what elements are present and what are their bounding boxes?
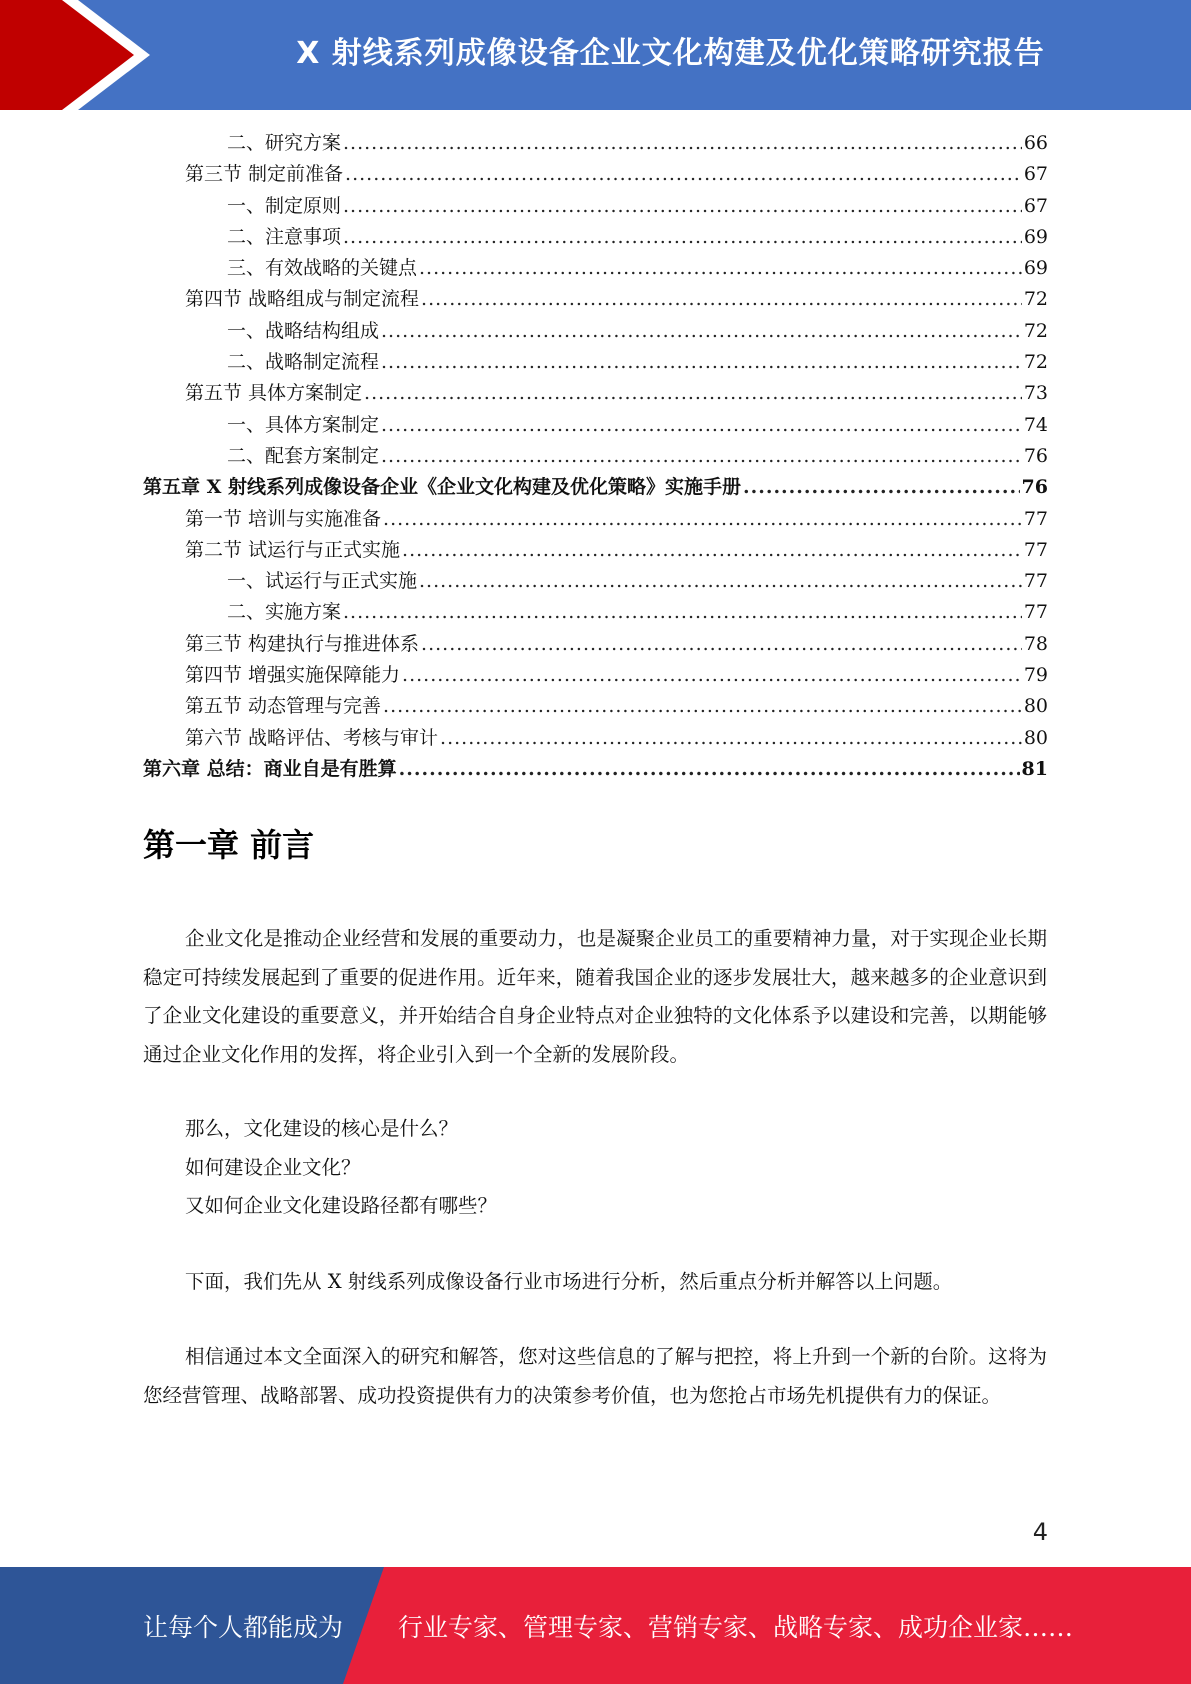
- toc-entry-title: 第六节 战略评估、考核与审计: [185, 726, 439, 749]
- toc-page-number: 69: [1023, 225, 1048, 248]
- page-number: 4: [1032, 1518, 1048, 1546]
- toc-dot-leader: [343, 191, 1022, 222]
- toc-entry[interactable]: [143, 723, 1048, 754]
- toc-entry[interactable]: [143, 597, 1048, 628]
- toc-dot-leader: [381, 441, 1022, 472]
- toc-dot-leader: [419, 253, 1022, 284]
- footer-slogan-right: 行业专家、管理专家、营销专家、战略专家、成功企业家……: [398, 1612, 1074, 1642]
- toc-entry[interactable]: [143, 504, 1048, 535]
- toc-entry-title: 二、实施方案: [227, 601, 342, 624]
- toc-page-number: 69: [1023, 257, 1048, 280]
- toc-dot-leader: [383, 691, 1022, 722]
- toc-entry-title: 第四节 战略组成与制定流程: [185, 288, 420, 311]
- toc-dot-leader: [381, 410, 1022, 441]
- toc-entry-title: 第一节 培训与实施准备: [185, 507, 382, 530]
- toc-entry[interactable]: [143, 378, 1048, 409]
- toc-entry-title: 二、配套方案制定: [227, 444, 380, 467]
- toc-dot-leader: [402, 660, 1022, 691]
- toc-entry-title: 一、具体方案制定: [227, 413, 380, 436]
- toc-dot-leader: [399, 754, 1020, 785]
- toc-page-number: 67: [1023, 163, 1048, 186]
- analysis-paragraph: 下面，我们先从 X 射线系列成像设备行业市场进行分析，然后重点分析并解答以上问题。: [185, 1270, 953, 1293]
- question-item: 又如何企业文化建设路径都有哪些？: [185, 1194, 498, 1217]
- toc-entry[interactable]: [143, 410, 1048, 441]
- toc-entry-title: 第五章 X 射线系列成像设备企业《企业文化构建及优化策略》实施手册: [143, 476, 741, 499]
- toc-page-number: 72: [1023, 288, 1048, 311]
- toc-entry[interactable]: [143, 347, 1048, 378]
- chapter-title: 第一章 前言: [143, 826, 315, 864]
- toc-entry-title: 二、战略制定流程: [227, 351, 380, 374]
- toc-entry[interactable]: [143, 754, 1048, 785]
- toc-entry-title: 第五节 动态管理与完善: [185, 695, 382, 718]
- toc-dot-leader: [381, 347, 1022, 378]
- toc-entry-title: 一、制定原则: [227, 194, 342, 217]
- toc-entry-title: 第二节 试运行与正式实施: [185, 538, 401, 561]
- toc-page-number: 78: [1023, 632, 1048, 655]
- toc-entry-title: 二、研究方案: [227, 132, 342, 154]
- toc-entry[interactable]: [143, 441, 1048, 472]
- toc-entry[interactable]: [143, 535, 1048, 566]
- toc-dot-leader: [743, 472, 1020, 503]
- closing-paragraph: 相信通过本文全面深入的研究和解答，您对这些信息的了解与把控，将上升到一个新的台阶。这将为您经营管理、战略部署、成功投资提供有力的决策参考价值，也为您抢占市场先机提供有力的保证。: [143, 1345, 1047, 1407]
- toc-page-number: 77: [1023, 601, 1048, 624]
- red-chevron-decoration: [0, 0, 160, 110]
- toc-entry[interactable]: [143, 222, 1048, 253]
- toc-page-number: 72: [1023, 319, 1048, 342]
- toc-entry-title: 一、试运行与正式实施: [227, 570, 418, 593]
- report-title: X 射线系列成像设备企业文化构建及优化策略研究报告: [296, 36, 1045, 71]
- toc-dot-leader: [383, 504, 1022, 535]
- toc-page-number: 80: [1023, 695, 1048, 718]
- toc-entry[interactable]: [143, 191, 1048, 222]
- toc-entry-title: 三、有效战略的关键点: [227, 257, 418, 280]
- toc-entry-title: 第三节 构建执行与推进体系: [185, 632, 420, 655]
- toc-page-number: 73: [1023, 382, 1048, 405]
- toc-page-number: 77: [1023, 538, 1048, 561]
- toc-entry[interactable]: [143, 316, 1048, 347]
- toc-page-number: 66: [1023, 132, 1048, 154]
- toc-entry-title: 二、注意事项: [227, 225, 342, 248]
- toc-entry-title: 第五节 具体方案制定: [185, 382, 363, 405]
- toc-page-number: 80: [1023, 726, 1048, 749]
- toc-entry[interactable]: [143, 566, 1048, 597]
- toc-entry[interactable]: [143, 128, 1048, 159]
- toc-entry[interactable]: [143, 629, 1048, 660]
- toc-page-number: 81: [1021, 757, 1048, 780]
- intro-paragraph: 企业文化是推动企业经营和发展的重要动力，也是凝聚企业员工的重要精神力量，对于实现企业长期稳定可持续发展起到了重要的促进作用。近年来，随着我国企业的逐步发展壮大，越来越多的企业意识到了企业文化建设的重要意义，并开始结合自身企业特点对企业独特的文化体系予以建设和完善，以期能够通过企业文化作用的发挥，将企业引入到一个全新的发展阶段。: [143, 927, 1047, 1066]
- toc-entry[interactable]: [143, 159, 1048, 190]
- toc-dot-leader: [345, 159, 1022, 190]
- toc-entry[interactable]: [143, 284, 1048, 315]
- header-band: [0, 0, 1191, 110]
- footer-slogan-left: 让每个人都能成为: [143, 1612, 344, 1642]
- toc-dot-leader: [343, 222, 1022, 253]
- toc-dot-leader: [421, 629, 1022, 660]
- toc-dot-leader: [402, 535, 1022, 566]
- toc-page-number: 72: [1023, 351, 1048, 374]
- toc-page-number: 74: [1023, 413, 1048, 436]
- toc-entry[interactable]: [143, 253, 1048, 284]
- toc-entry[interactable]: [143, 691, 1048, 722]
- toc-dot-leader: [440, 723, 1022, 754]
- toc-entry[interactable]: [143, 660, 1048, 691]
- toc-dot-leader: [343, 597, 1022, 628]
- toc-dot-leader: [421, 284, 1022, 315]
- toc-page-number: 77: [1023, 570, 1048, 593]
- toc-entry[interactable]: [143, 472, 1048, 503]
- footer-band: [0, 1567, 1191, 1684]
- toc-dot-leader: [364, 378, 1022, 409]
- toc-entry-title: 第三节 制定前准备: [185, 163, 344, 186]
- table-of-contents: [143, 128, 1048, 785]
- toc-dot-leader: [419, 566, 1022, 597]
- toc-entry-title: 一、战略结构组成: [227, 319, 380, 342]
- toc-page-number: 77: [1023, 507, 1048, 530]
- toc-page-number: 76: [1021, 476, 1048, 499]
- toc-page-number: 79: [1023, 664, 1048, 687]
- question-item: 那么，文化建设的核心是什么？: [185, 1117, 459, 1140]
- toc-entry-title: 第六章 总结：商业自是有胜算: [143, 757, 397, 780]
- toc-dot-leader: [381, 316, 1022, 347]
- question-list: [185, 1110, 497, 1226]
- question-item: 如何建设企业文化？: [185, 1155, 361, 1179]
- toc-page-number: 76: [1023, 444, 1048, 467]
- toc-entry-title: 第四节 增强实施保障能力: [185, 664, 401, 687]
- toc-dot-leader: [343, 128, 1022, 159]
- toc-page-number: 67: [1023, 194, 1048, 217]
